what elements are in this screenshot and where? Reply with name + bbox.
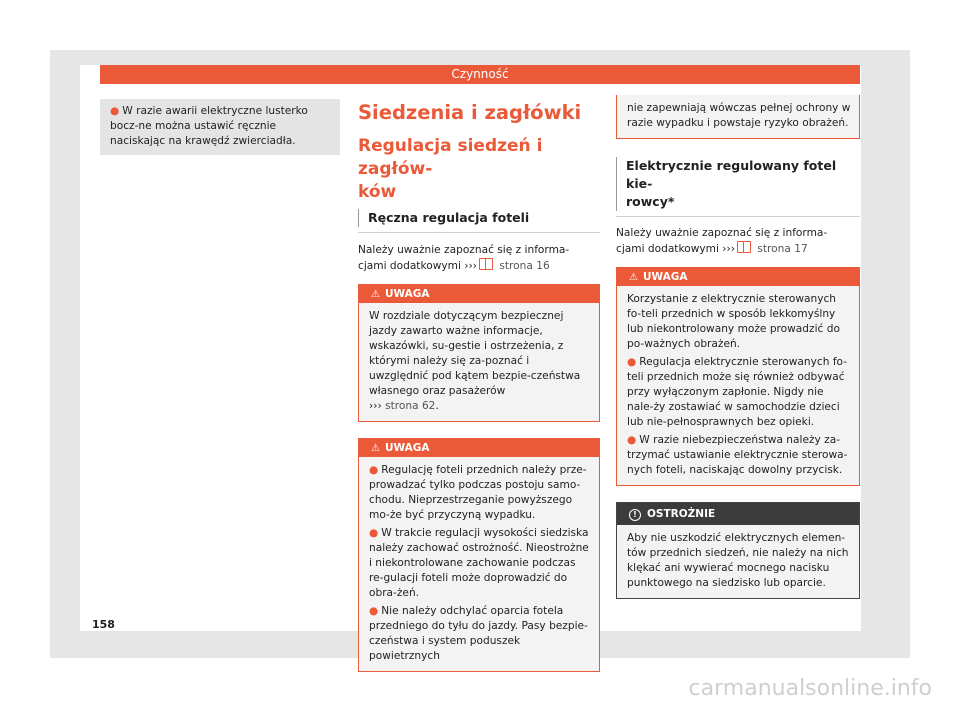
intro-line1: Należy uważnie zapoznać się z informa- [616, 227, 828, 239]
intro-line2-wrap [616, 241, 860, 257]
book-icon [479, 258, 493, 270]
bullet-icon: ● [627, 434, 637, 446]
arrow-glyph: ››› [464, 260, 477, 272]
warning-item-text: Regulację foteli przednich należy prze-prowadzać tylko podczas postoju samo-chodu. Nieprzestrzeganie powyższego mo-że być przyczyną wypadku. [369, 464, 587, 521]
bullet-icon: ● [369, 605, 379, 617]
info-circle-icon: ! [629, 509, 641, 521]
subheading: Ręczna regulacja foteli [358, 209, 600, 227]
warning-body [359, 457, 599, 671]
note-text: W razie awarii elektryczne lusterko bocz-ne można ustawić ręcznie naciskając na krawędź zwierciadła. [110, 105, 308, 147]
page-number: 158 [92, 618, 115, 631]
caution-box [616, 502, 860, 599]
book-icon [737, 241, 751, 253]
bullet-icon: ● [369, 527, 379, 539]
caution-header [617, 503, 859, 525]
subheading-block [616, 157, 860, 217]
warning-item-text: W razie niebezpieczeństwa należy za-trzymać ustawianie elektrycznie sterowa-nych foteli, naciskając dowolny przycisk. [627, 434, 848, 476]
subheading-line1: Elektrycznie regulowany fotel kie- [616, 157, 860, 193]
warning-box-1 [358, 284, 600, 422]
warning-item-text: Regulacja elektrycznie sterowanych fo-teli przednich może się również odbywać przy wyłączonym zapłonie. Nigdy nie nale-ży zostawiać w samochodzie dzieci lub nie-pełnosprawnych bez opieki. [627, 356, 848, 428]
warning-item [627, 433, 851, 478]
page-reference-link[interactable]: strona 16 [499, 260, 550, 272]
subsection-title-line2: ków [358, 182, 397, 202]
warning-text: W rozdziale dotyczącym bezpiecznej jazdy zawarto ważne informacje, wskazówki, su-gestie i ostrzeżenia, z którymi należy się za-poznać i uwzględnić pod kątem bezpie-czeństwa własnego oraz pasażerów [369, 310, 581, 397]
warning-item [369, 463, 591, 523]
arrow-glyph: ››› [369, 400, 382, 412]
warning-triangle-icon: ⚠ [371, 443, 380, 454]
warning-text: Korzystanie z elektrycznie sterowanych fo-teli przednich w sposób lekkomyślny lub niekontrolowany może prowadzić do po-ważnych obrażeń. [627, 293, 840, 350]
intro-line2-wrap [358, 258, 600, 274]
arrow-glyph: ››› [722, 243, 735, 255]
note-box [100, 99, 340, 155]
warning-box-continued [616, 95, 860, 139]
warning-box-2 [358, 438, 600, 672]
bullet-icon: ● [110, 105, 120, 117]
warning-body [617, 286, 859, 485]
warning-body: nie zapewniają wówczas pełnej ochrony w razie wypadku i powstaje ryzyko obrażeń. [627, 102, 851, 129]
warning-header [617, 268, 859, 286]
bullet-icon: ● [627, 356, 637, 368]
bullet-icon: ● [369, 464, 379, 476]
warning-item-text: Nie należy odchylać oparcia fotela przedniego do tyłu do jazdy. Pasy bezpie-czeństwa i system poduszek powietrznych [369, 605, 588, 662]
page-reference-link[interactable]: strona 62 [385, 400, 436, 412]
subsection-title-line1: Regulacja siedzeń i zagłów- [358, 136, 543, 179]
warning-item [369, 526, 591, 601]
intro-line2: cjami dodatkowymi [358, 260, 461, 272]
warning-item [369, 604, 591, 664]
left-column [100, 99, 340, 155]
warning-triangle-icon: ⚠ [629, 272, 638, 283]
caution-label: OSTROŻNIE [647, 508, 716, 520]
warning-label: UWAGA [642, 271, 688, 283]
warning-label: UWAGA [384, 442, 430, 454]
warning-label: UWAGA [384, 288, 430, 300]
warning-header [359, 285, 599, 303]
warning-item-text: W trakcie regulacji wysokości siedziska należy zachować ostrożność. Nieostrożne i niekontrolowane zachowanie podczas re-gulacji foteli może doprowadzić do obra-żeń. [369, 527, 589, 599]
chapter-header: Czynność [100, 65, 860, 84]
intro-line1: Należy uważnie zapoznać się z informa- [358, 244, 570, 256]
subheading-block [358, 209, 600, 233]
intro-line2: cjami dodatkowymi [616, 243, 719, 255]
warning-triangle-icon: ⚠ [371, 289, 380, 300]
watermark: carmanualsonline.info [688, 676, 932, 701]
caution-body: Aby nie uszkodzić elektrycznych elemen-tów przednich siedzeń, nie należy na nich klękać ani wywierać mocnego nacisku punktowego na siedzisko lub oparcie. [627, 532, 849, 589]
warning-item [627, 355, 851, 430]
warning-box-3 [616, 267, 860, 486]
right-column [616, 95, 860, 599]
middle-column [358, 101, 600, 672]
period: . [435, 400, 439, 412]
subheading-line2: rowcy* [616, 193, 860, 211]
section-title: Siedzenia i zagłówki [358, 101, 582, 124]
page-reference-link[interactable]: strona 17 [757, 243, 808, 255]
warning-header [359, 439, 599, 457]
warning-body [359, 303, 599, 421]
